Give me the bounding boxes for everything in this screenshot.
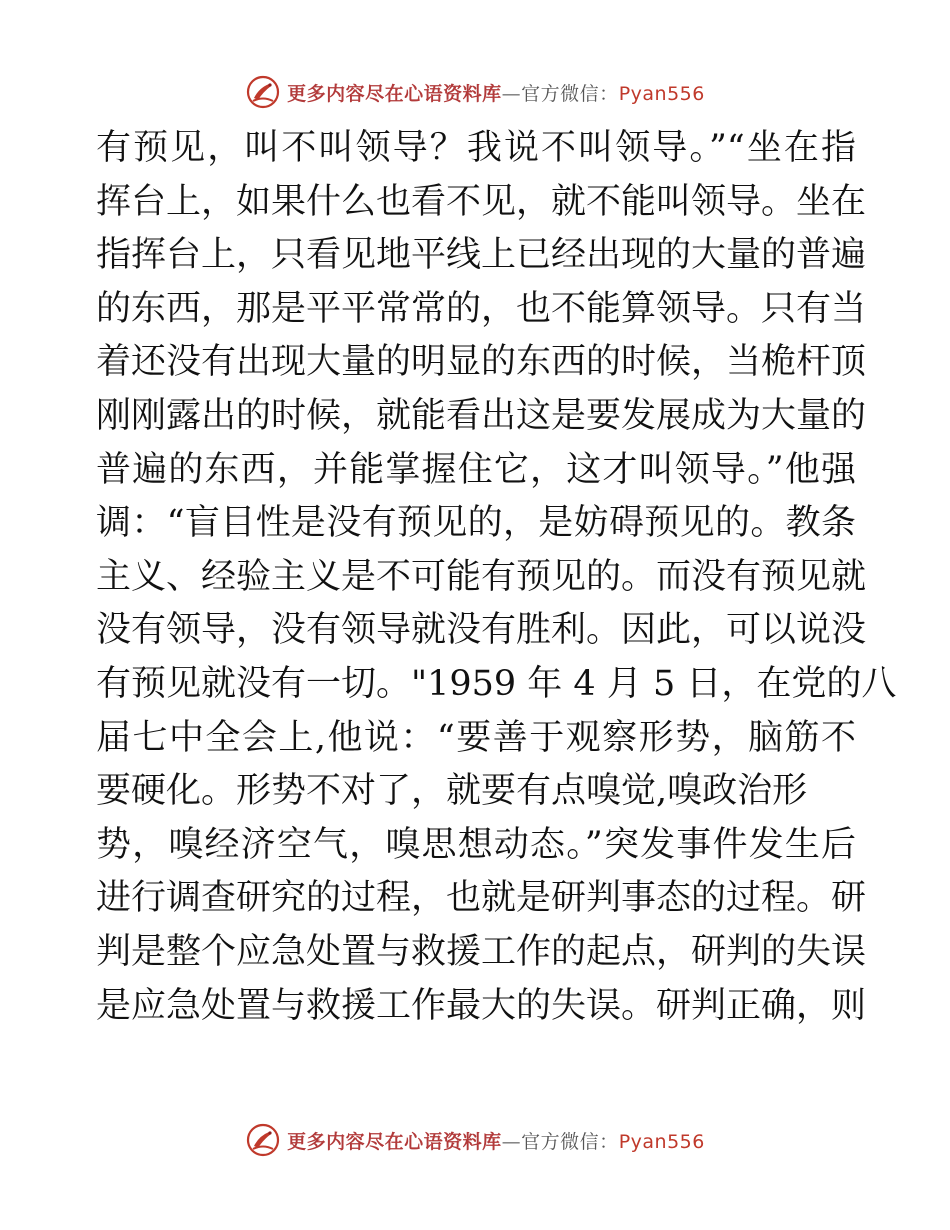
book-quill-logo-icon xyxy=(245,1122,281,1158)
header-promo xyxy=(287,79,705,106)
footer-wechat-id: Pyan556 xyxy=(618,1130,705,1153)
footer-promo xyxy=(287,1127,705,1154)
body-line-10: 没有领导，没有领导就没有胜利。因此，可以说没 xyxy=(96,610,867,651)
body-line-14: 势，嗅经济空气，嗅思想动态。”突发事件发生后 xyxy=(96,824,856,865)
body-line-6: 刚刚露出的时候，就能看出这是要发展成为大量的 xyxy=(96,395,867,436)
body-line-2: 挥台上，如果什么也看不见，就不能叫领导。坐在 xyxy=(96,181,867,222)
body-line-8: 调：“盲目性是没有预见的，是妨碍预见的。教条 xyxy=(96,503,856,544)
body-line-5: 着还没有出现大量的明显的东西的时候，当桅杆顶 xyxy=(96,342,867,383)
body-line-3: 指挥台上，只看见地平线上已经出现的大量的普遍 xyxy=(96,235,867,276)
body-line-9: 主义、经验主义是不可能有预见的。而没有预见就 xyxy=(96,556,867,597)
body-line-4: 的东西，那是平平常常的，也不能算领导。只有当 xyxy=(96,288,867,329)
header-banner xyxy=(0,70,950,114)
document-body xyxy=(96,122,897,1033)
body-line-17: 是应急处置与救援工作最大的失误。研判正确，则 xyxy=(96,985,867,1026)
header-promo-text: 更多内容尽在心语资料库 xyxy=(287,82,502,105)
body-line-1: 有预见，叫不叫领导？我说不叫领导。”“坐在指 xyxy=(96,128,856,168)
body-line-15: 进行调查研究的过程，也就是研判事态的过程。研 xyxy=(96,878,867,919)
body-line-7: 普遍的东西，并能掌握住它，这才叫领导。”他强 xyxy=(96,449,856,490)
header-wechat-id: Pyan556 xyxy=(618,82,705,105)
body-line-16: 判是整个应急处置与救援工作的起点，研判的失误 xyxy=(96,931,867,972)
footer-promo-text: 更多内容尽在心语资料库 xyxy=(287,1130,502,1153)
body-line-13: 要硬化。形势不对了，就要有点嗅觉,嗅政治形 xyxy=(96,771,808,812)
footer-dash: — xyxy=(501,1130,522,1153)
footer-banner xyxy=(0,1118,950,1162)
body-line-12: 届七中全会上,他说：“要善于观察形势，脑筋不 xyxy=(96,717,856,758)
header-dash: — xyxy=(501,82,522,105)
header-wechat-label: 官方微信： xyxy=(521,82,619,105)
book-quill-logo-icon xyxy=(245,74,281,110)
footer-wechat-label: 官方微信： xyxy=(521,1130,619,1153)
body-line-11: 有预见就没有一切。"1959 年 4 月 5 日，在党的八 xyxy=(96,663,897,704)
